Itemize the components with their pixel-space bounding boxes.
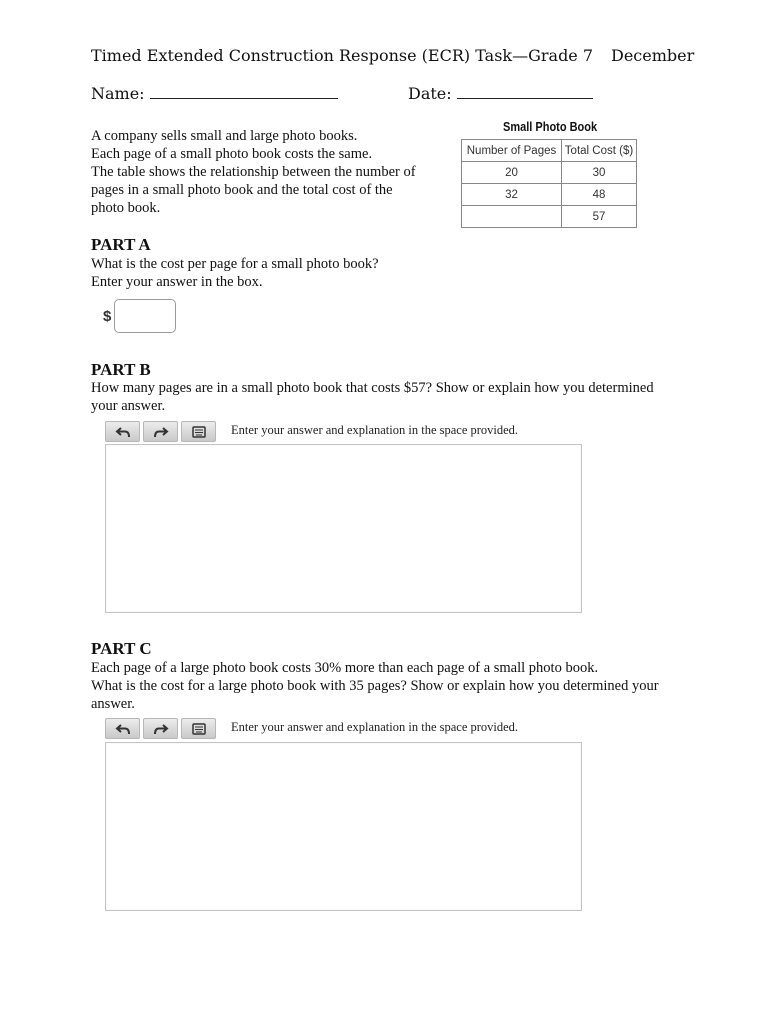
table-cell xyxy=(462,206,562,228)
redo-icon xyxy=(153,426,169,438)
part-c-toolbar xyxy=(105,718,585,738)
part-a-title: PART A xyxy=(91,235,151,254)
dollar-sign: $ xyxy=(103,308,112,325)
part-b-answer-area[interactable] xyxy=(105,444,582,613)
table-header-cell: Number of Pages xyxy=(462,140,562,162)
redo-button[interactable] xyxy=(143,421,178,442)
undo-button[interactable] xyxy=(105,718,140,739)
table-header-row xyxy=(462,140,637,162)
part-b-toolbar-label: Enter your answer and explanation in the space provided. xyxy=(231,423,519,437)
part-c-line: answer. xyxy=(91,696,135,712)
redo-button[interactable] xyxy=(143,718,178,739)
part-c-answer-area[interactable] xyxy=(105,742,582,911)
date-blank-line xyxy=(457,84,593,99)
undo-icon xyxy=(115,723,131,735)
photo-book-table xyxy=(461,139,637,228)
keyboard-icon xyxy=(192,723,206,735)
intro-text xyxy=(91,127,441,217)
document-title: Timed Extended Construction Response (ECR) Task—Grade 7 xyxy=(91,46,594,65)
table-cell: 30 xyxy=(562,162,637,184)
table-cell: 32 xyxy=(462,184,562,206)
intro-line: The table shows the relationship between the number of xyxy=(91,164,416,180)
part-b-title: PART B xyxy=(91,360,151,379)
name-blank-line xyxy=(150,84,338,99)
keyboard-icon xyxy=(192,426,206,438)
part-a-line: What is the cost per page for a small photo book? xyxy=(91,256,379,272)
keyboard-button[interactable] xyxy=(181,718,216,739)
part-c-prompt xyxy=(91,659,731,713)
intro-line: Each page of a small photo book costs the same. xyxy=(91,146,373,162)
table-header-cell: Total Cost ($) xyxy=(562,140,637,162)
document-month: December xyxy=(611,46,695,65)
date-field xyxy=(408,84,593,103)
date-label: Date: xyxy=(408,84,452,103)
table-row xyxy=(462,184,637,206)
table-cell: 20 xyxy=(462,162,562,184)
part-c-toolbar-label: Enter your answer and explanation in the space provided. xyxy=(231,720,519,734)
part-c-line: What is the cost for a large photo book with 35 pages? Show or explain how you determined your xyxy=(91,678,659,694)
table-cell: 48 xyxy=(562,184,637,206)
name-field xyxy=(91,84,338,103)
redo-icon xyxy=(153,723,169,735)
part-b-line: How many pages are in a small photo book that costs $57? Show or explain how you determined xyxy=(91,380,654,396)
intro-line: A company sells small and large photo books. xyxy=(91,128,358,144)
part-a-prompt xyxy=(91,255,731,291)
part-b-toolbar xyxy=(105,421,585,441)
part-b-line: your answer. xyxy=(91,398,166,414)
part-b-prompt xyxy=(91,379,731,415)
part-c-title: PART C xyxy=(91,639,152,658)
table-row xyxy=(462,162,637,184)
table-row xyxy=(462,206,637,228)
undo-icon xyxy=(115,426,131,438)
keyboard-button[interactable] xyxy=(181,421,216,442)
intro-line: pages in a small photo book and the total cost of the xyxy=(91,182,393,198)
table-caption: Small Photo Book xyxy=(503,120,598,134)
part-c-line: Each page of a large photo book costs 30% more than each page of a small photo book. xyxy=(91,660,599,676)
intro-line: photo book. xyxy=(91,200,161,216)
part-a-line: Enter your answer in the box. xyxy=(91,274,263,290)
name-label: Name: xyxy=(91,84,145,103)
part-a-answer-box[interactable] xyxy=(114,299,176,333)
table-cell: 57 xyxy=(562,206,637,228)
undo-button[interactable] xyxy=(105,421,140,442)
